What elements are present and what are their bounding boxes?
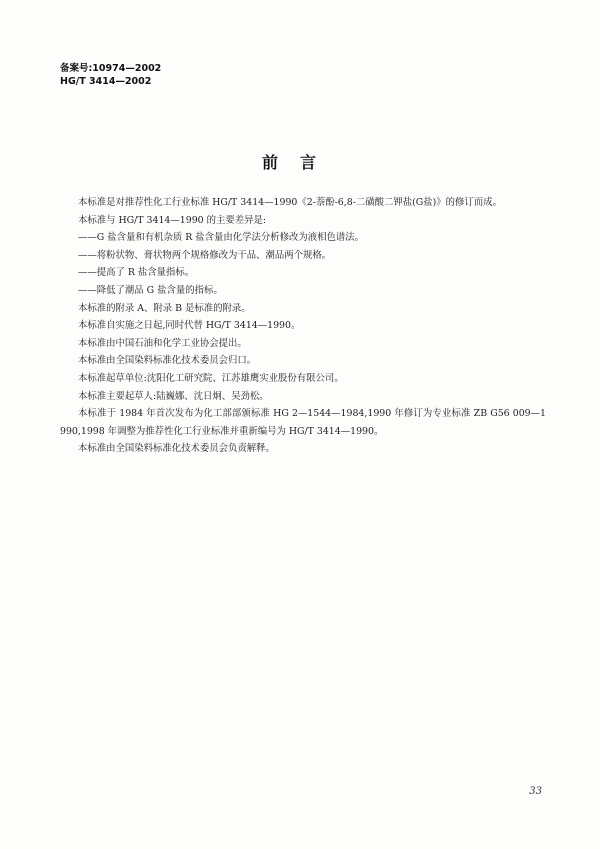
paragraph: ——将粉状物、膏状物两个规格修改为干品、潮品两个规格。 xyxy=(78,249,332,261)
paragraph: ——G 盐含量和有机杂质 R 盐含量由化学法分析修改为液相色谱法。 xyxy=(78,232,364,244)
foreword-body xyxy=(60,194,546,458)
paragraph: 本标准起草单位:沈阳化工研究院、江苏雄鹰实业股份有限公司。 xyxy=(78,372,344,384)
page-title: 前言 xyxy=(261,153,338,172)
paragraph: ——降低了潮品 G 盐含量的指标。 xyxy=(78,284,223,296)
paragraph: 本标准自实施之日起,同时代替 HG/T 3414—1990。 xyxy=(78,320,301,332)
page-number: 33 xyxy=(529,786,542,797)
record-number: 备案号:10974—2002 xyxy=(60,63,162,74)
paragraph: 本标准由全国染料标准化技术委员会负责解释。 xyxy=(78,443,275,455)
paragraph: 本标准由中国石油和化学工业协会提出。 xyxy=(78,337,247,349)
document-header xyxy=(60,62,161,88)
standard-code: HG/T 3414—2002 xyxy=(60,76,152,87)
paragraph: 本标准由全国染料标准化技术委员会归口。 xyxy=(78,355,257,367)
paragraph: 本标准是对推荐性化工行业标准 HG/T 3414—1990《2-萘酚-6,8-二磺酸二钾盐(G盐)》的修订而成。 xyxy=(78,197,502,208)
paragraph: 本标准的附录 A、附录 B 是标准的附录。 xyxy=(78,302,251,314)
paragraph: 本标准主要起草人:陆巍娜、沈日炯、吴劲松。 xyxy=(78,390,269,402)
paragraph: ——提高了 R 盐含量指标。 xyxy=(78,267,195,279)
paragraph: 本标准与 HG/T 3414—1990 的主要差异是: xyxy=(78,214,267,226)
paragraph: 本标准于 1984 年首次发布为化工部部颁标准 HG 2—1544—1984,1990 年修订为专业标准 ZB G56 009—1990,1998 年调整为推荐性化工行业标准并重新编号为 HG/T 3414—1990。 xyxy=(60,408,546,437)
